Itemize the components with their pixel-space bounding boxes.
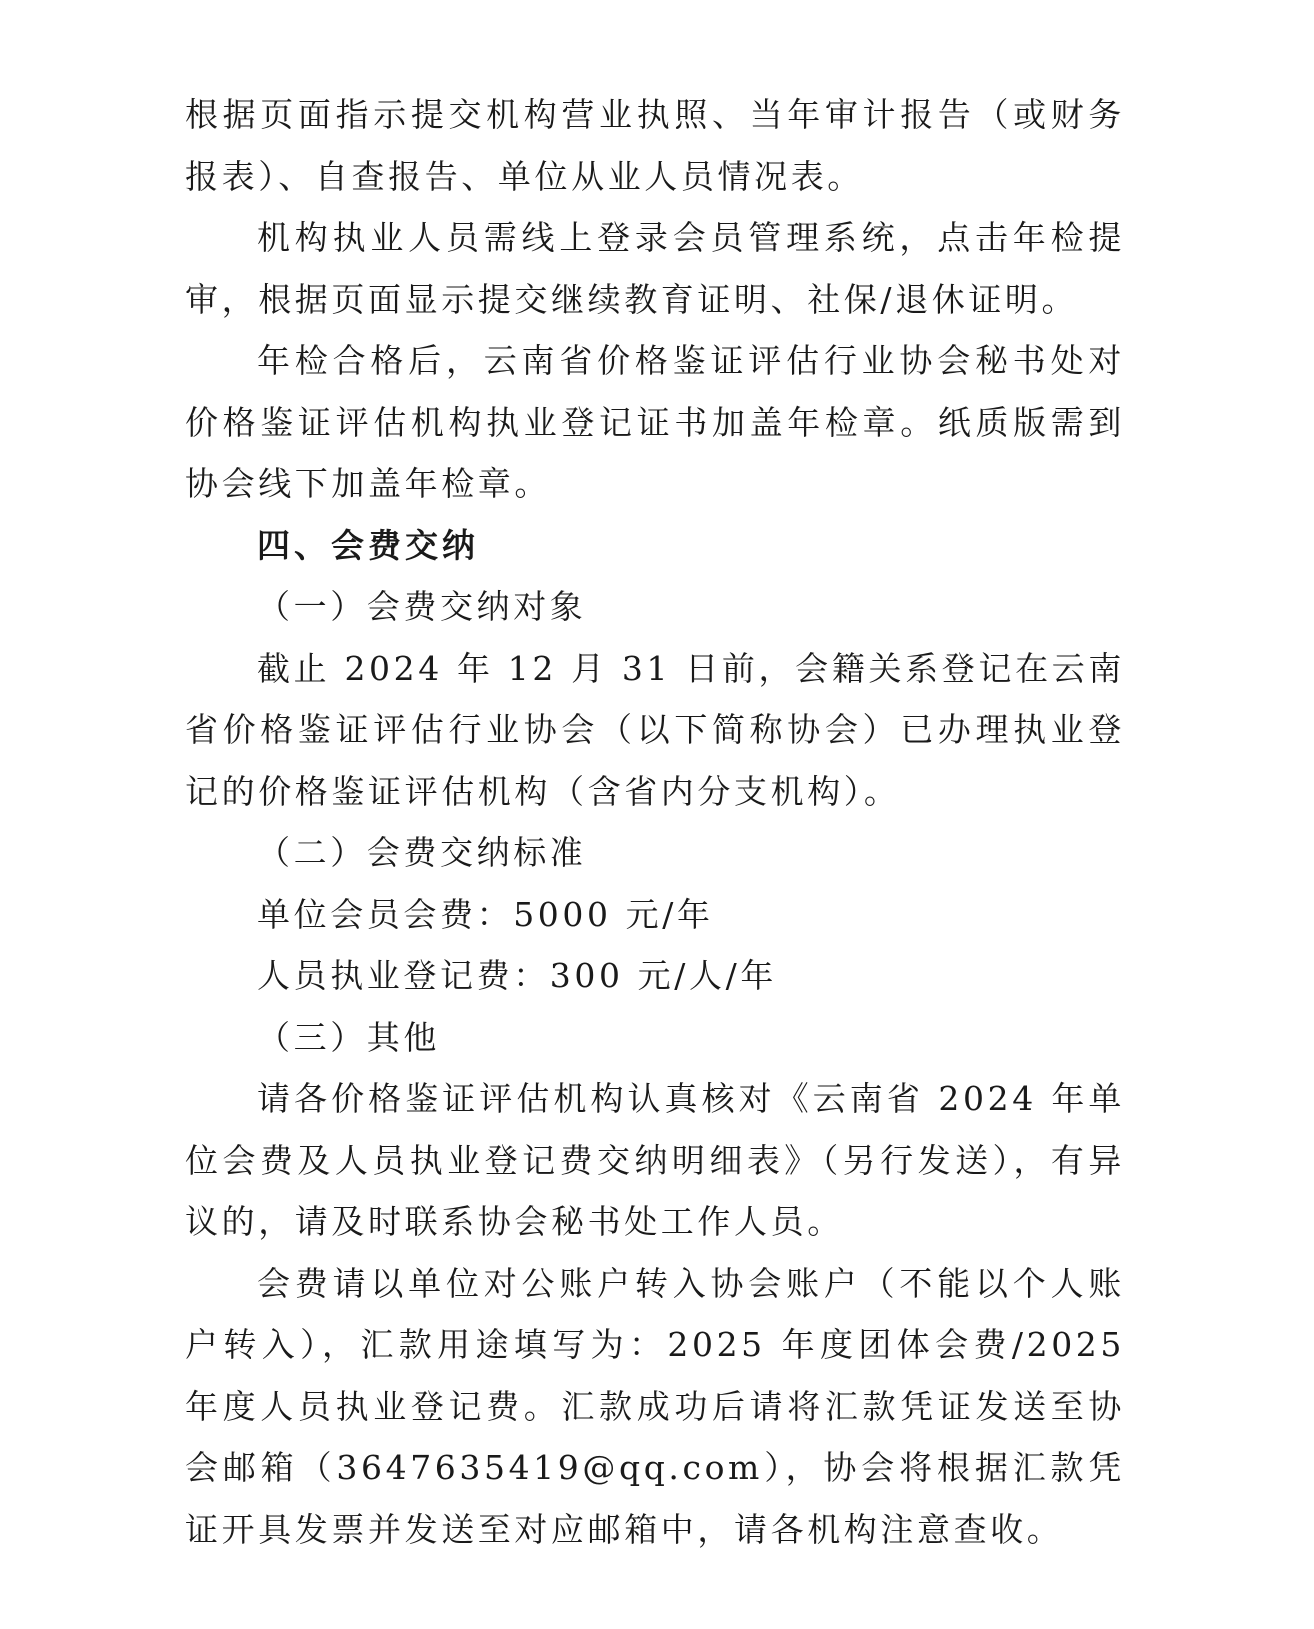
document-body (185, 84, 1125, 1560)
section-heading-fees: 四、会费交纳 (257, 525, 479, 565)
subheading-fee-standard: （二）会费交纳标准 (257, 833, 587, 872)
line-unit-member-fee: 单位会员会费：5000 元/年 (257, 894, 714, 934)
paragraph-practitioner-review: 机构执业人员需线上登录会员管理系统，点击年检提审，根据页面显示提交继续教育证明、社保/退休证明。 (185, 218, 1125, 319)
paragraph-payment-instructions: 会费请以单位对公账户转入协会账户（不能以个人账户转入），汇款用途填写为：2025 年度团体会费/2025 年度人员执业登记费。汇款成功后请将汇款凭证发送至协会邮箱（3647635419@qq.com），协会将根据汇款凭证开具发票并发送至对应邮箱中，请各机构注意查收。 (185, 1263, 1125, 1549)
paragraph-submit-materials: 根据页面指示提交机构营业执照、当年审计报告（或财务报表）、自查报告、单位从业人员情况表。 (185, 95, 1125, 196)
line-personnel-fee: 人员执业登记费：300 元/人/年 (257, 956, 777, 995)
paragraph-annual-stamp: 年检合格后，云南省价格鉴证评估行业协会秘书处对价格鉴证评估机构执业登记证书加盖年检章。纸质版需到协会线下加盖年检章。 (185, 341, 1125, 503)
subheading-other: （三）其他 (257, 1017, 440, 1057)
paragraph-fee-targets: 截止 2024 年 12 月 31 日前，会籍关系登记在云南省价格鉴证评估行业协会（以下简称协会）已办理执业登记的价格鉴证评估机构（含省内分支机构）。 (185, 648, 1125, 811)
paragraph-verify-table: 请各价格鉴证评估机构认真核对《云南省 2024 年单位会费及人员执业登记费交纳明细表》（另行发送），有异议的，请及时联系协会秘书处工作人员。 (185, 1079, 1125, 1241)
subheading-fee-targets: （一）会费交纳对象 (257, 587, 587, 626)
